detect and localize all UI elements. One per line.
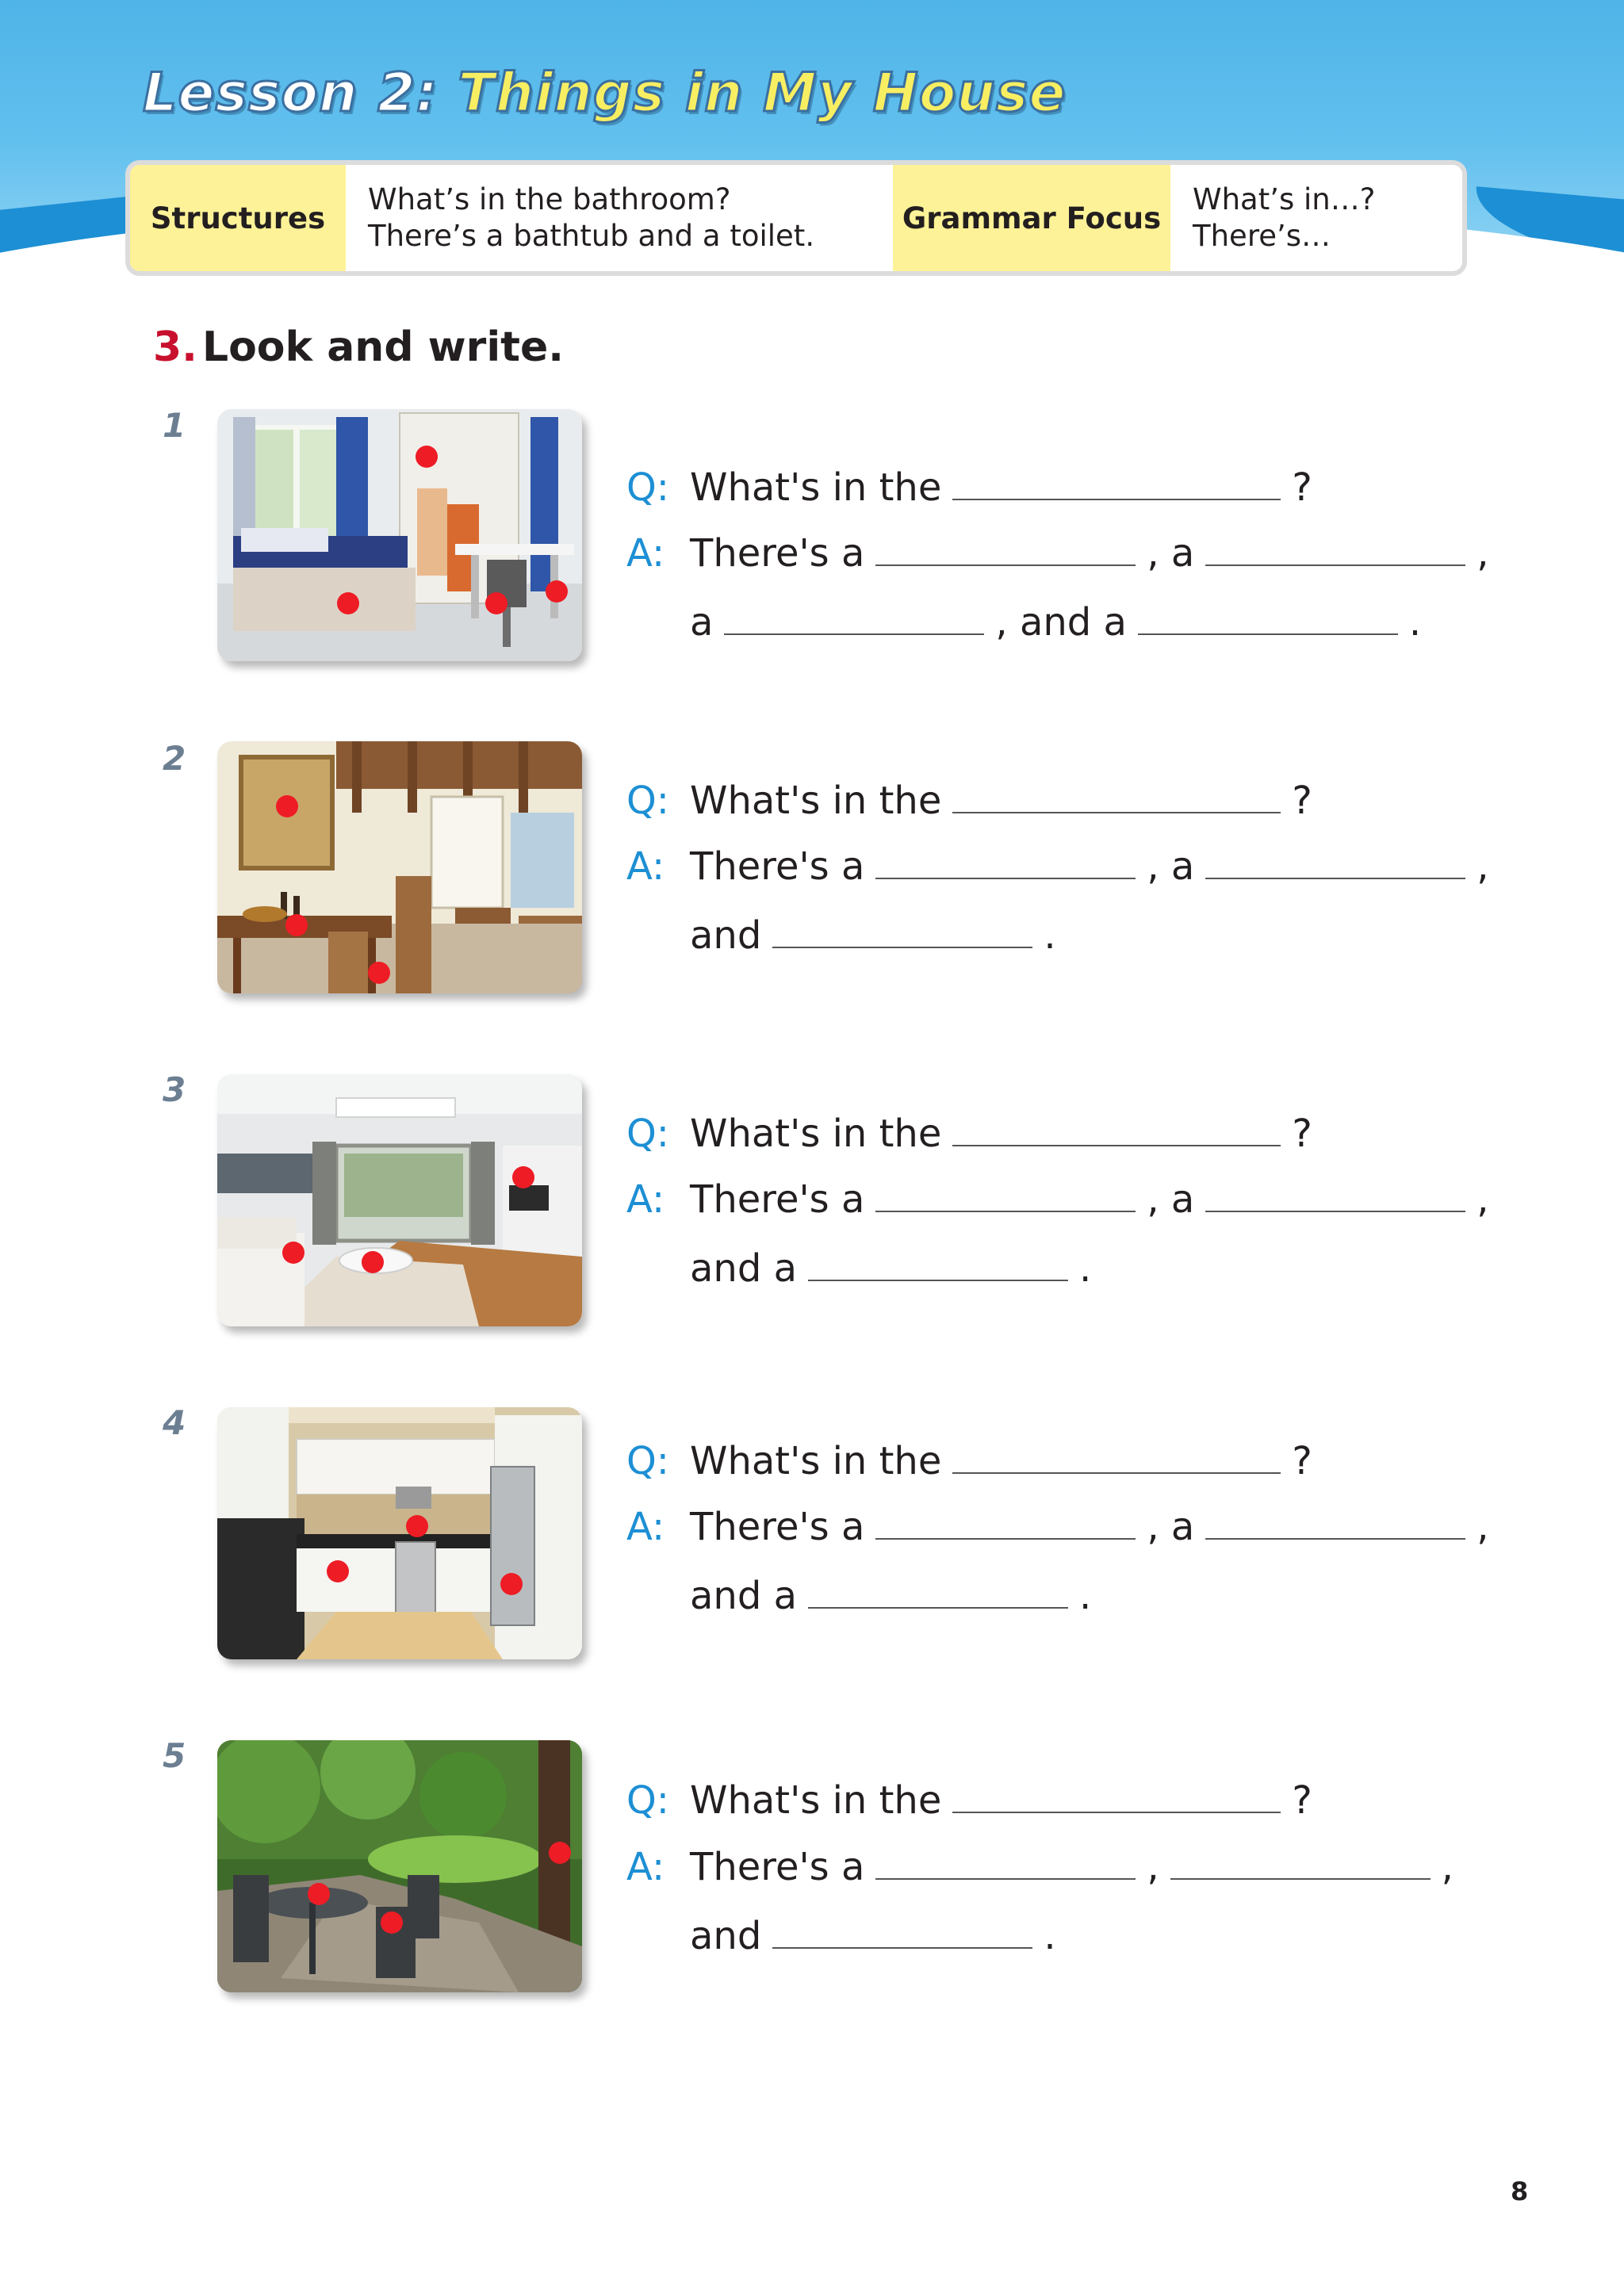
q-label: Q:: [626, 779, 669, 823]
answer-separator: , a: [1147, 1177, 1195, 1222]
question-text: What's in the: [690, 1778, 942, 1823]
grammar-text: [1170, 165, 1462, 271]
grammar-line-1: What’s in…?: [1193, 182, 1376, 216]
answer-period: .: [1044, 913, 1056, 958]
question-mark: ?: [1292, 779, 1312, 823]
page-number: 8: [1511, 2176, 1529, 2206]
q-label: Q:: [626, 1439, 669, 1483]
answer-text: a: [690, 600, 714, 645]
item-4-question: [626, 1437, 1312, 1485]
a-label: A:: [626, 844, 665, 889]
item-5-question: [626, 1777, 1312, 1824]
answer-text: There's a: [690, 531, 865, 576]
answer-text: There's a: [690, 1177, 865, 1222]
answer-blank[interactable]: [875, 1179, 1136, 1212]
marker-dot: [381, 1911, 403, 1934]
item-number-2: 2: [163, 739, 186, 778]
lesson-topic: Things in My House: [458, 62, 1067, 124]
answer-blank[interactable]: [1205, 533, 1465, 566]
marker-dot: [327, 1560, 349, 1582]
question-text: What's in the: [690, 465, 942, 510]
answer-comma: ,: [1477, 1505, 1489, 1549]
answer-text: and a: [690, 1574, 797, 1618]
answer-text: and a: [690, 1246, 797, 1291]
answer-separator: , a: [1147, 1505, 1195, 1549]
a-label: A:: [626, 531, 665, 576]
lesson-prefix: Lesson 2:: [143, 62, 439, 124]
answer-blank[interactable]: [808, 1575, 1068, 1609]
marker-dot: [485, 592, 508, 614]
answer-blank[interactable]: [875, 1506, 1136, 1540]
marker-dot: [549, 1842, 571, 1864]
item-number-5: 5: [163, 1736, 186, 1775]
a-label: A:: [626, 1505, 665, 1549]
answer-separator: , a: [1147, 844, 1195, 889]
item-5-answer-line-1: [626, 1843, 1454, 1891]
a-label: A:: [626, 1845, 665, 1889]
answer-blank[interactable]: [772, 1915, 1032, 1949]
marker-dot: [546, 580, 568, 603]
item-2-question: [626, 777, 1312, 825]
answer-blank[interactable]: [952, 467, 1281, 500]
answer-separator: ,: [1147, 1845, 1159, 1889]
item-number-3: 3: [163, 1070, 186, 1109]
question-mark: ?: [1292, 1112, 1312, 1156]
marker-dot: [276, 795, 298, 817]
answer-comma: ,: [1477, 1177, 1489, 1222]
item-4-answer-line-1: [626, 1503, 1489, 1551]
marker-dot: [337, 592, 359, 614]
activity-number: 3.: [153, 323, 197, 371]
answer-separator: , and a: [995, 600, 1127, 645]
answer-blank[interactable]: [952, 1441, 1281, 1474]
activity-instruction: Look and write.: [201, 323, 565, 371]
answer-period: .: [1408, 600, 1422, 645]
answer-blank[interactable]: [1205, 1506, 1465, 1540]
question-text: What's in the: [690, 1112, 942, 1156]
answer-text: and: [690, 1914, 762, 1958]
grammar-label: Grammar Focus: [893, 165, 1170, 271]
answer-blank[interactable]: [952, 780, 1281, 813]
answer-text: There's a: [690, 1505, 865, 1549]
answer-comma: ,: [1477, 844, 1489, 889]
marker-dot: [362, 1251, 384, 1273]
answer-blank[interactable]: [952, 1113, 1281, 1146]
question-text: What's in the: [690, 1439, 942, 1483]
answer-blank[interactable]: [1205, 846, 1465, 879]
photo-kitchen: [217, 1407, 582, 1659]
marker-dot: [512, 1166, 534, 1188]
answer-blank[interactable]: [1205, 1179, 1465, 1212]
item-number-4: 4: [163, 1403, 186, 1442]
photo-garden: [217, 1740, 582, 1992]
item-1-question: [626, 464, 1312, 511]
activity-title: [153, 323, 564, 371]
structures-text: [346, 165, 893, 271]
answer-blank[interactable]: [875, 846, 1136, 879]
lesson-title: [143, 62, 1066, 124]
answer-text: There's a: [690, 844, 865, 889]
answer-text: There's a: [690, 1845, 865, 1889]
item-2-answer-line-1: [626, 843, 1489, 890]
marker-dot: [308, 1883, 330, 1905]
item-1-answer-line-2: [690, 599, 1421, 646]
photo-bedroom: [217, 409, 582, 661]
answer-blank[interactable]: [875, 533, 1136, 566]
item-5-answer-line-2: [690, 1912, 1056, 1960]
structures-line-2: There’s a bathtub and a toilet.: [368, 219, 815, 253]
q-label: Q:: [626, 1112, 669, 1156]
photo-dining-room: [217, 741, 582, 993]
answer-period: .: [1078, 1246, 1092, 1291]
item-3-answer-line-1: [626, 1176, 1489, 1223]
answer-comma: ,: [1441, 1845, 1454, 1889]
grammar-line-2: There’s…: [1193, 219, 1331, 253]
item-4-answer-line-2: [690, 1572, 1091, 1620]
answer-period: .: [1078, 1574, 1092, 1618]
marker-dot: [285, 914, 308, 936]
question-mark: ?: [1292, 1778, 1312, 1823]
answer-text: and: [690, 913, 762, 958]
answer-separator: , a: [1147, 531, 1195, 576]
question-mark: ?: [1292, 1439, 1312, 1483]
marker-dot: [416, 446, 438, 468]
marker-dot: [368, 962, 390, 984]
dining-room-illustration: [217, 741, 582, 993]
living-room-illustration: [217, 1074, 582, 1326]
item-3-answer-line-2: [690, 1245, 1091, 1292]
q-label: Q:: [626, 1778, 669, 1823]
answer-period: .: [1044, 1914, 1056, 1958]
structure-box: [125, 160, 1467, 276]
item-3-question: [626, 1110, 1312, 1158]
answer-blank[interactable]: [952, 1780, 1281, 1813]
a-label: A:: [626, 1177, 665, 1222]
structures-label: Structures: [130, 165, 346, 271]
answer-blank[interactable]: [808, 1248, 1068, 1281]
answer-blank[interactable]: [875, 1846, 1136, 1880]
garden-illustration: [217, 1740, 582, 1992]
structures-line-1: What’s in the bathroom?: [368, 182, 731, 216]
answer-comma: ,: [1477, 531, 1489, 576]
item-number-1: 1: [163, 406, 186, 445]
question-mark: ?: [1292, 465, 1312, 510]
answer-blank[interactable]: [724, 602, 984, 635]
item-2-answer-line-2: [690, 912, 1056, 959]
question-text: What's in the: [690, 779, 942, 823]
item-1-answer-line-1: [626, 530, 1489, 577]
answer-blank[interactable]: [1138, 602, 1398, 635]
bedroom-illustration: [217, 409, 582, 661]
marker-dot: [406, 1515, 428, 1537]
photo-living-room: [217, 1074, 582, 1326]
marker-dot: [500, 1573, 523, 1595]
q-label: Q:: [626, 465, 669, 510]
answer-blank[interactable]: [772, 915, 1032, 948]
kitchen-illustration: [217, 1407, 582, 1659]
answer-blank[interactable]: [1170, 1846, 1431, 1880]
marker-dot: [282, 1242, 304, 1264]
